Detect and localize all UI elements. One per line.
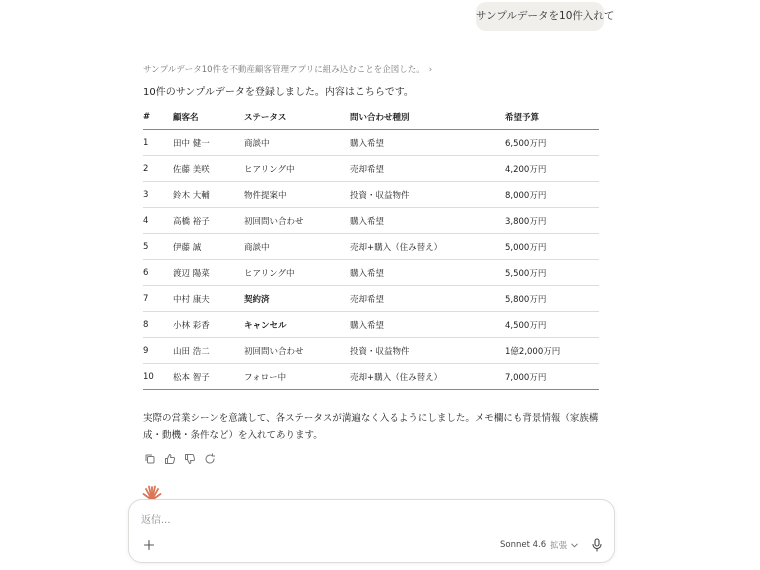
cell-number: 5 [143, 234, 173, 260]
cell-name: 鈴木 大輔 [173, 182, 244, 208]
retry-button[interactable] [203, 452, 217, 466]
thinking-summary-text: サンプルデータ10件を不動産顧客管理アプリに組み込むことを企図した。 [143, 65, 425, 75]
cell-budget: 1億2,000万円 [505, 338, 599, 364]
cell-status: 商談中 [244, 234, 350, 260]
thumbs-down-button[interactable] [183, 452, 197, 466]
cell-status: 商談中 [244, 130, 350, 156]
thumbs-up-button[interactable] [163, 452, 177, 466]
cell-number: 3 [143, 182, 173, 208]
chevron-right-icon: › [428, 65, 433, 75]
cell-number: 6 [143, 260, 173, 286]
cell-budget: 5,000万円 [505, 234, 599, 260]
table-row [143, 234, 599, 260]
model-selector[interactable] [500, 539, 578, 551]
copy-button[interactable] [143, 452, 157, 466]
cell-budget: 6,500万円 [505, 130, 599, 156]
table-row [143, 130, 599, 156]
cell-budget: 7,000万円 [505, 364, 599, 390]
message-actions [143, 452, 217, 466]
model-mode: 拡張 [550, 541, 568, 551]
table-row [143, 156, 599, 182]
assistant-summary: 実際の営業シーンを意識して、各ステータスが満遍なく入るようにしました。メモ欄にも背景情報（家族構成・動機・条件など）を入れてあります。 [143, 413, 599, 441]
table-row [143, 208, 599, 234]
cell-inquiry-type: 投資・収益物件 [350, 182, 505, 208]
cell-number: 7 [143, 286, 173, 312]
cell-budget: 4,500万円 [505, 312, 599, 338]
cell-name: 高橋 裕子 [173, 208, 244, 234]
cell-inquiry-type: 売却希望 [350, 286, 505, 312]
cell-name: 佐藤 美咲 [173, 156, 244, 182]
column-header-inquiry-type: 問い合わせ種別 [350, 104, 505, 130]
cell-name: 渡辺 陽菜 [173, 260, 244, 286]
cell-status: 契約済 [244, 286, 350, 312]
table-row [143, 338, 599, 364]
column-header-budget: 希望予算 [505, 104, 599, 130]
cell-budget: 5,500万円 [505, 260, 599, 286]
table-row [143, 182, 599, 208]
sample-data-table [143, 104, 599, 390]
column-header-status: ステータス [244, 104, 350, 130]
cell-number: 9 [143, 338, 173, 364]
cell-status: フォロー中 [244, 364, 350, 390]
cell-inquiry-type: 購入希望 [350, 260, 505, 286]
cell-inquiry-type: 売却希望 [350, 156, 505, 182]
cell-inquiry-type: 売却+購入（住み替え） [350, 364, 505, 390]
chevron-down-icon [571, 543, 578, 548]
thumbs-up-icon [164, 453, 176, 465]
reply-input[interactable] [141, 512, 581, 528]
cell-budget: 3,800万円 [505, 208, 599, 234]
table-row [143, 260, 599, 286]
column-header-name: 顧客名 [173, 104, 244, 130]
reply-composer [128, 499, 615, 563]
cell-status: ヒアリング中 [244, 156, 350, 182]
cell-number: 4 [143, 208, 173, 234]
table-header-row [143, 104, 599, 130]
cell-inquiry-type: 購入希望 [350, 130, 505, 156]
cell-status: 初回問い合わせ [244, 208, 350, 234]
cell-name: 松本 智子 [173, 364, 244, 390]
table-row [143, 286, 599, 312]
cell-budget: 5,800万円 [505, 286, 599, 312]
cell-status: ヒアリング中 [244, 260, 350, 286]
thinking-summary-toggle[interactable] [143, 63, 432, 75]
cell-number: 8 [143, 312, 173, 338]
cell-number: 1 [143, 130, 173, 156]
voice-input-button[interactable] [590, 537, 604, 553]
copy-icon [144, 453, 156, 465]
cell-name: 山田 浩二 [173, 338, 244, 364]
cell-number: 10 [143, 364, 173, 390]
add-attachment-button[interactable] [141, 537, 157, 553]
cell-name: 中村 康夫 [173, 286, 244, 312]
retry-icon [204, 453, 216, 465]
cell-status: キャンセル [244, 312, 350, 338]
user-message-bubble: サンプルデータを10件入れて [476, 2, 604, 31]
cell-status: 初回問い合わせ [244, 338, 350, 364]
column-header-number: # [143, 104, 173, 130]
cell-inquiry-type: 購入希望 [350, 208, 505, 234]
cell-budget: 4,200万円 [505, 156, 599, 182]
cell-name: 伊藤 誠 [173, 234, 244, 260]
cell-status: 物件提案中 [244, 182, 350, 208]
plus-icon [143, 539, 155, 551]
table-row [143, 312, 599, 338]
cell-inquiry-type: 売却+購入（住み替え） [350, 234, 505, 260]
cell-budget: 8,000万円 [505, 182, 599, 208]
cell-inquiry-type: 投資・収益物件 [350, 338, 505, 364]
model-name: Sonnet 4.6 [500, 540, 547, 550]
assistant-intro: 10件のサンプルデータを登録しました。内容はこちらです。 [143, 87, 414, 98]
cell-inquiry-type: 購入希望 [350, 312, 505, 338]
thumbs-down-icon [184, 453, 196, 465]
microphone-icon [592, 538, 602, 552]
table-row [143, 364, 599, 390]
cell-number: 2 [143, 156, 173, 182]
cell-name: 田中 健一 [173, 130, 244, 156]
cell-name: 小林 彩香 [173, 312, 244, 338]
